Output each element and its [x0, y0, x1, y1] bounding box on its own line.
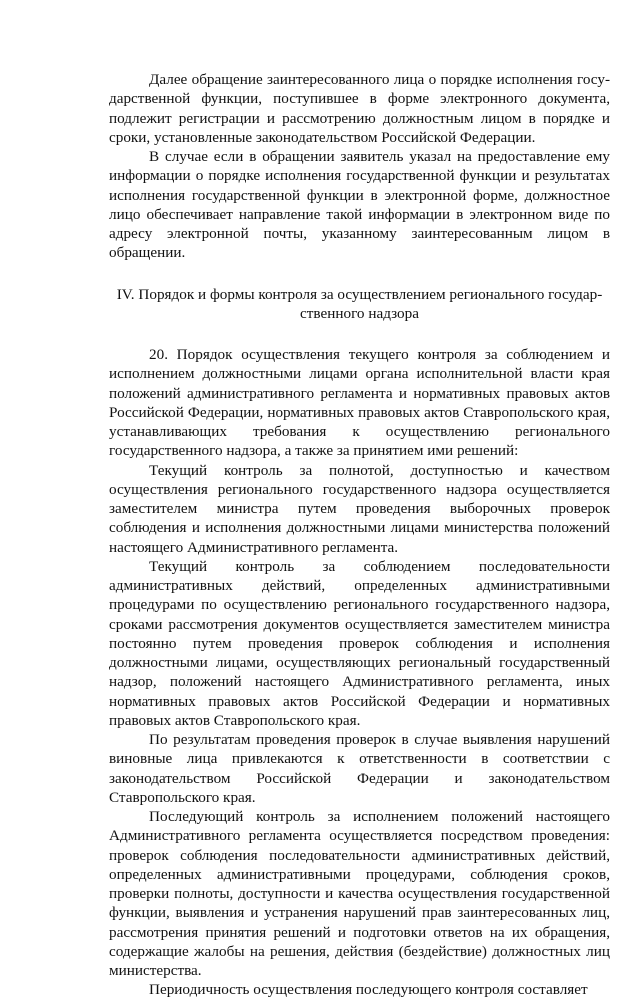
- paragraph-current-control-quality: Текущий контроль за полнотой, доступностью и качеством осуществления регионального государственного надзора осуществляется заместителем министра путем проведения выборочных проверок соблюдения и исполнения должностными лицами министерства положений настоящего Административного регламента.: [109, 461, 610, 556]
- paragraph-subsequent-control: Последующий контроль за исполнением положений настоящего Административного регламента осуществляется посредством проведения: проверок соблюдения последовательности административных действий, определенных административными процедурами, соблюдения сроков, проверки полноты, доступности и качества осуществления государственной функции, выявления и устранения нарушений прав заинтересованных лиц, рассмотрения принятия решений и подготовки ответов на их обращения, содержащие жалобы на решения, действия (бездействие) должностных лиц министерства.: [109, 808, 610, 979]
- document-page: [109, 70, 610, 1000]
- paragraph-control-order: 20. Порядок осуществления текущего контроля за соблюдением и исполнением должностными лицами органа исполнительной власти края положений административного регламента и нормативных правовых актов Российской Федерации, нормативных правовых актов Ставропольского края, устанавливающих требования к осуществлению регионального государственного надзора, а также за принятием ими решений:: [109, 346, 610, 460]
- paragraph-current-control-sequence: Текущий контроль за соблюдением последовательности административных действий, определенных административными процедурами по осуществлению регионального государственного надзора, сроками рассмотрения документов осуществляется заместителем министра постоянно путем проведения проверок соблюдения и исполнения должностными лицами, осуществляющих региональный государственный надзор, положений настоящего Административного регламента, иных нормативных правовых актов Российской Федерации и нормативных правовых актов Ставропольского края.: [109, 557, 610, 729]
- paragraph-periodicity: Периодичность осуществления последующего контроля составляет: [149, 981, 588, 999]
- paragraph-electronic-registration: Далее обращение заинтересованного лица о порядке исполнения государственной функции, поступившее в форме электронного документа, подлежит регистрации и рассмотрению должностным лицом в порядке и сроки, установленные законодательством Российской Федерации.: [109, 71, 610, 146]
- section-heading: IV. Порядок и формы контроля за осуществлением регионального государственного надзора: [116, 285, 603, 322]
- paragraph-liability: По результатам проведения проверок в случае выявления нарушений виновные лица привлекаются к ответственности в соответствии с законодательством Российской Федерации и законодательством Ставропольского края.: [109, 731, 610, 806]
- paragraph-electronic-response: В случае если в обращении заявитель указал на предоставление ему информации о порядке исполнения государственной функции и результатах исполнения государственной функции в электронной форме, должностное лицо обеспечивает направление такой информации в электронном виде по адресу электронной почты, указанному заинтересованным лицом в обращении.: [109, 148, 610, 262]
